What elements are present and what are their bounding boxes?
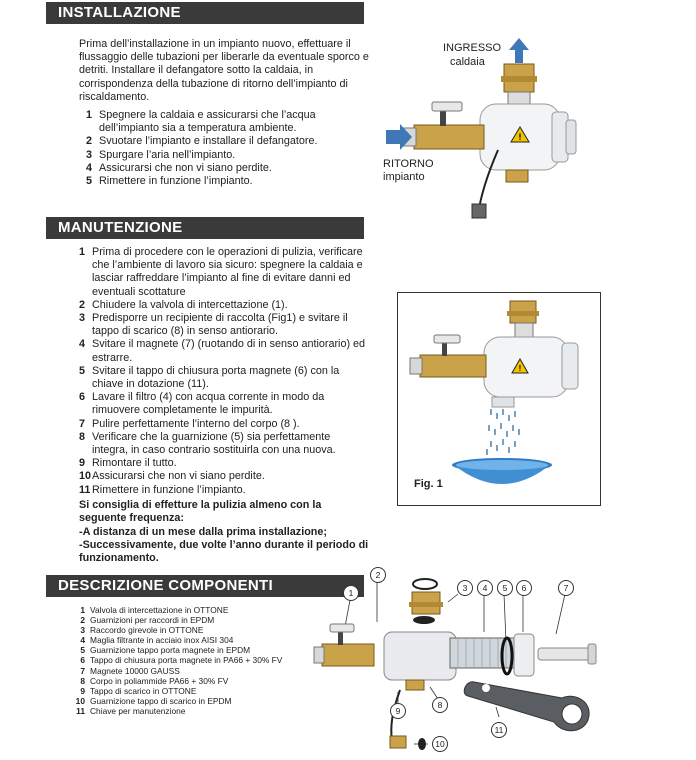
installation-step-item — [86, 135, 366, 148]
maintenance-step-item — [79, 299, 369, 312]
component-item — [74, 676, 282, 686]
component-text: Tappo di chiusura porta magnete in PA66 + 30% FV — [90, 655, 283, 666]
maintenance-step-item — [79, 312, 369, 338]
maintenance-step-text: Lavare il filtro (4) con acqua corrente in modo da rimuovere completamente le impurità. — [92, 391, 325, 417]
component-text: Maglia filtrante in acciaio inox AISI 304 — [90, 635, 234, 646]
component-number: 11 — [76, 705, 85, 716]
component-item — [74, 625, 282, 635]
maintenance-steps — [79, 246, 369, 497]
installation-step-item — [86, 175, 366, 188]
maintenance-step-text: Pulire perfettamente l’interno del corpo (8 ). — [92, 417, 300, 430]
component-number: 9 — [80, 685, 85, 696]
maintenance-step-text: Rimontare il tutto. — [92, 457, 177, 470]
maintenance-step-number: 6 — [79, 391, 86, 404]
installation-steps — [86, 109, 366, 188]
maintenance-step-number: 2 — [79, 298, 86, 311]
installation-step-text: Svuotare l’impianto e installare il defangatore. — [99, 135, 318, 148]
label-ingresso: INGRESSO — [443, 42, 502, 54]
frequency-item-1: -A distanza di un mese dalla prima installazione; — [79, 526, 327, 538]
maintenance-step-text: Predisporre un recipiente di raccolta (Fig1) e svitare il tappo di scarico (8) in senso antiorario. — [92, 312, 348, 338]
callout-4: 4 — [477, 580, 493, 596]
callout-11: 11 — [491, 722, 507, 738]
installation-step-text: Assicurarsi che non vi siano perdite. — [99, 161, 272, 174]
component-item — [74, 696, 282, 706]
maintenance-step-number: 4 — [79, 338, 86, 351]
component-number: 5 — [80, 645, 85, 656]
component-number: 3 — [80, 625, 85, 636]
svg-text:!: ! — [518, 364, 522, 373]
callout-5: 5 — [497, 580, 513, 596]
section-header-installazione: INSTALLAZIONE — [46, 2, 364, 24]
frequency-title: Si consiglia di effetture la pulizia almeno con la seguente frequenza: — [79, 499, 322, 525]
maintenance-step-item — [79, 470, 369, 483]
maintenance-step-item — [79, 391, 369, 417]
label-ritorno: RITORNO — [383, 158, 434, 170]
component-text: Raccordo girevole in OTTONE — [90, 625, 204, 636]
maintenance-step-text: Assicurarsi che non vi siano perdite. — [92, 470, 265, 483]
maintenance-step-item — [79, 484, 369, 497]
maintenance-step-number: 9 — [79, 457, 86, 470]
label-impianto: impianto — [383, 171, 425, 183]
component-item — [74, 615, 282, 625]
component-text: Guarnizione tappo di scarico in EPDM — [90, 695, 232, 706]
maintenance-step-text: Svitare il tappo di chiusura porta magnete (6) con la chiave in dotazione (11). — [92, 364, 340, 391]
maintenance-step-item — [79, 246, 369, 299]
maintenance-step-text: Prima di procedere con le operazioni di pulizia, verificare che l’ambiente di lavoro sia sicuro: spegnere la caldaia e lasciar raffreddare l’impianto al fine di evitare danni ed eventuali scottature — [92, 246, 363, 298]
component-item — [74, 635, 282, 645]
callout-6: 6 — [516, 580, 532, 596]
component-item — [74, 645, 282, 655]
figure-1-box — [397, 292, 601, 506]
component-text: Tappo di scarico in OTTONE — [90, 685, 197, 696]
component-number: 10 — [75, 695, 85, 706]
component-number: 7 — [80, 665, 85, 676]
maintenance-step-item — [79, 418, 369, 431]
callout-2: 2 — [370, 567, 386, 583]
label-caldaia: caldaia — [450, 56, 485, 68]
component-text: Valvola di intercettazione in OTTONE — [90, 605, 229, 615]
callout-10: 10 — [432, 736, 448, 752]
maintenance-step-item — [79, 365, 369, 391]
component-text: Corpo in poliammide PA66 + 30% FV — [90, 675, 229, 686]
section-header-manutenzione: MANUTENZIONE — [46, 217, 364, 239]
callout-8: 8 — [432, 697, 448, 713]
maintenance-step-text: Svitare il magnete (7) (ruotando di in senso antiorario) ed estrarre. — [92, 338, 366, 364]
svg-text:!: ! — [518, 132, 522, 142]
figure-1-illustration — [398, 293, 600, 505]
callout-1: 1 — [343, 585, 359, 601]
installation-diagram — [380, 30, 600, 230]
component-number: 1 — [80, 605, 85, 615]
component-number: 6 — [80, 655, 85, 666]
components-list — [74, 605, 282, 716]
callout-3: 3 — [457, 580, 473, 596]
installation-step-number: 1 — [86, 109, 93, 121]
component-number: 2 — [80, 615, 85, 626]
installation-step-number: 3 — [86, 148, 93, 161]
maintenance-step-item — [79, 431, 369, 457]
arrow-up-icon — [509, 38, 529, 63]
component-item — [74, 686, 282, 696]
component-item — [74, 666, 282, 676]
figure-number: 1 — [436, 478, 443, 490]
installation-step-number: 5 — [86, 175, 93, 188]
maintenance-step-number: 1 — [79, 246, 86, 258]
installation-step-item — [86, 162, 366, 175]
maintenance-step-number: 11 — [79, 483, 91, 496]
component-item — [74, 605, 282, 615]
component-text: Magnete 10000 GAUSS — [90, 665, 180, 676]
component-text: Guarnizioni per raccordi in EPDM — [90, 615, 215, 626]
maintenance-step-number: 5 — [79, 364, 86, 377]
installation-step-item — [86, 149, 366, 162]
component-text: Chiave per manutenzione — [90, 705, 186, 716]
component-item — [74, 655, 282, 665]
installation-step-number: 4 — [86, 161, 93, 174]
installation-step-text: Rimettere in funzione l’impianto. — [99, 175, 253, 188]
installation-intro: Prima dell’installazione in un impianto nuovo, effettuare il flussaggio delle tubazioni per liberarle da eventuale sporco e detriti. Installare il defangatore sotto la caldaia, in corrispondenza della tubazione di ritorno dell’impianto di riscaldamento. — [79, 38, 369, 103]
maintenance-step-number: 8 — [79, 430, 86, 443]
maintenance-step-item — [79, 338, 369, 364]
installation-step-text: Spurgare l’aria nell’impianto. — [99, 148, 236, 161]
maintenance-step-number: 10 — [79, 470, 92, 483]
installation-step-text: Spegnere la caldaia e assicurarsi che l’acqua dell’impianto sia a temperatura ambiente. — [99, 109, 316, 135]
maintenance-step-number: 7 — [79, 417, 86, 430]
component-text: Guarnizione tappo porta magnete in EPDM — [90, 645, 251, 656]
frequency-item-2: -Successivamente, due volte l’anno durante il periodo di funzionamento. — [79, 539, 369, 565]
component-number: 8 — [80, 675, 85, 686]
callout-9: 9 — [390, 703, 406, 719]
section-header-componenti: DESCRIZIONE COMPONENTI — [46, 575, 364, 597]
installation-step-item — [86, 109, 366, 135]
maintenance-step-text: Rimettere in funzione l’impianto. — [92, 483, 246, 496]
installation-step-number: 2 — [86, 135, 93, 148]
maintenance-step-text: Verificare che la guarnizione (5) sia perfettamente integra, in caso contrario sostituirla con una nuova. — [92, 430, 336, 457]
maintenance-step-text: Chiudere la valvola di intercettazione (1). — [92, 298, 288, 311]
figure-label — [414, 478, 443, 490]
maintenance-step-item — [79, 457, 369, 470]
maintenance-step-number: 3 — [79, 312, 86, 325]
figure-prefix: Fig. — [414, 478, 434, 490]
component-item — [74, 706, 282, 716]
callout-7: 7 — [558, 580, 574, 596]
component-number: 4 — [80, 635, 85, 646]
